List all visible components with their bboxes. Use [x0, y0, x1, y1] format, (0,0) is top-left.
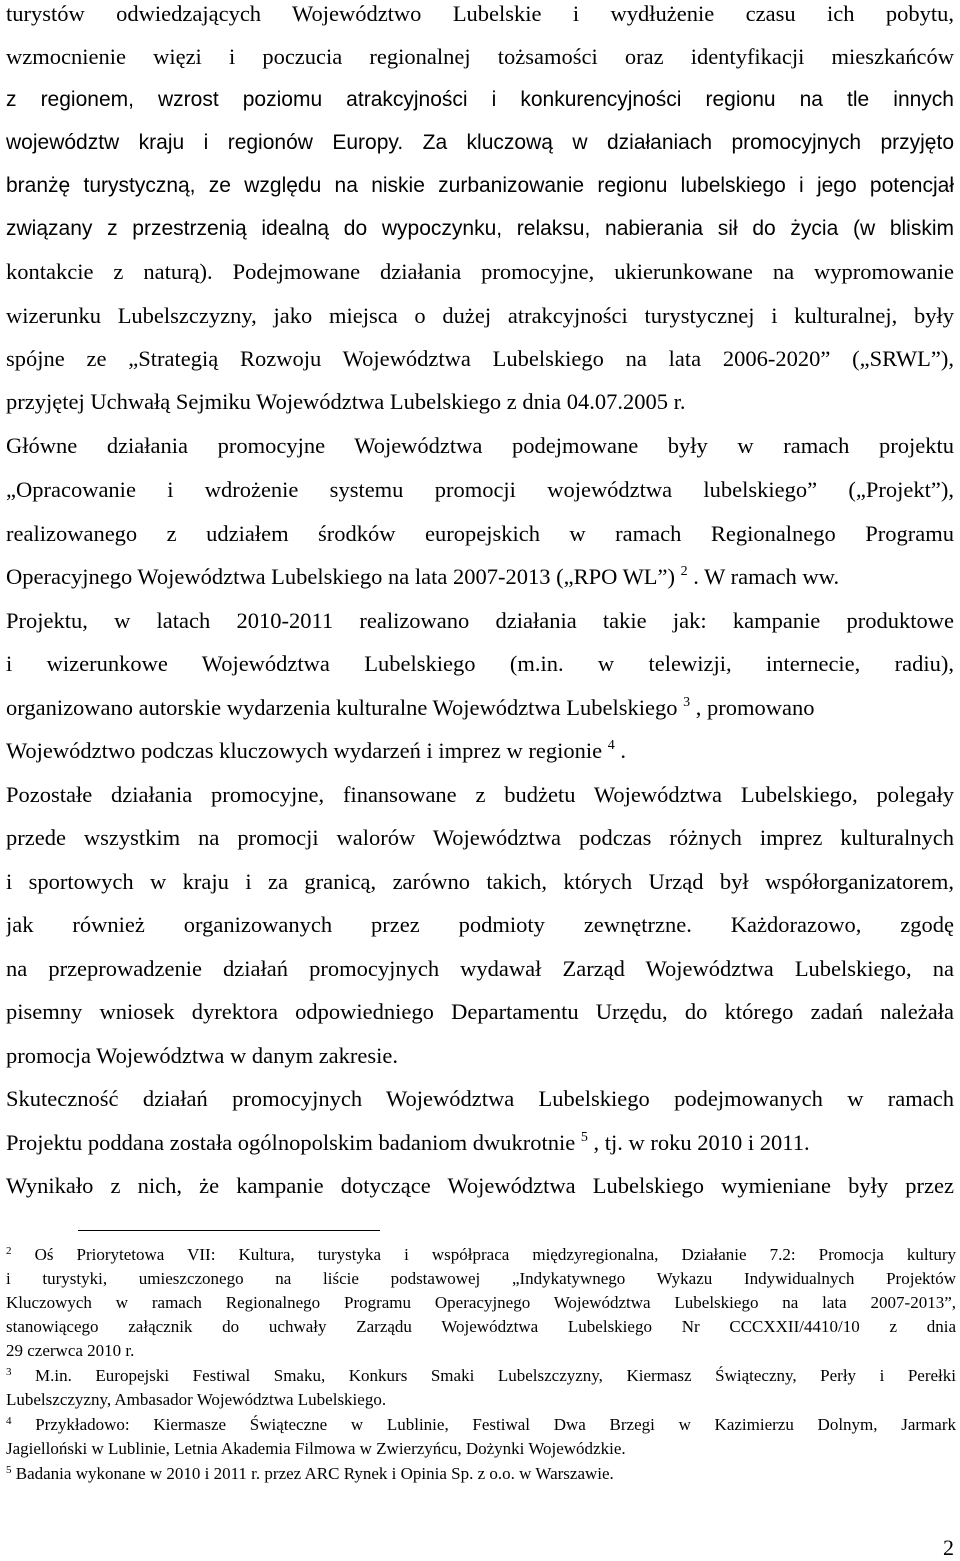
footnote-3-line-1 — [6, 1365, 956, 1387]
footnote-4-line-1 — [6, 1414, 956, 1436]
body-line-18-tail: . — [620, 738, 626, 763]
body-line-25: promocja Województwa w danym zakresie. — [6, 1043, 399, 1068]
body-line-7: kontakcie z naturą). Podejmowane działania promocyjne, ukierunkowane na wypromowanie — [6, 259, 954, 284]
footnote-2-text-1: Oś Priorytetowa VII: Kultura, turystyka i współpraca międzyregionalna, Działanie 7.2: Promocja kultury — [34, 1245, 956, 1264]
body-line-3: z regionem, wzrost poziomu atrakcyjności i konkurencyjności regionu na tle innych — [6, 88, 954, 111]
page-number: 2 — [943, 1535, 954, 1560]
body-line-11: Główne działania promocyjne Województwa podejmowane były w ramach projektu — [6, 433, 954, 458]
body-line-23: na przeprowadzenie działań promocyjnych wydawał Zarząd Województwa Lubelskiego, na — [6, 956, 954, 981]
body-line-28: Wynikało z nich, że kampanie dotyczące Województwa Lubelskiego wymieniane były przez — [6, 1173, 954, 1198]
body-line-26: Skuteczność działań promocyjnych Województwa Lubelskiego podejmowanych w ramach — [6, 1086, 954, 1111]
body-line-17-text: organizowano autorskie wydarzenia kulturalne Województwa Lubelskiego — [6, 695, 678, 720]
footnote-mark-3: 3 — [6, 1366, 12, 1378]
body-line-13: realizowanego z udziałem środków europejskich w ramach Regionalnego Programu — [6, 521, 954, 546]
body-line-5: branżę turystyczną, ze względu na niskie zurbanizowanie regionu lubelskiego i jego potencjał — [6, 174, 954, 197]
footnote-4-line-2: Jagielloński w Lublinie, Letnia Akademia Filmowa w Zwierzyńcu, Dożynki Wojewódzkie. — [6, 1439, 626, 1458]
body-line-22: jak również organizowanych przez podmioty zewnętrzne. Każdorazowo, zgodę — [6, 912, 954, 937]
body-line-17-tail: , promowano — [695, 695, 815, 720]
footnote-3-text-1: M.in. Europejski Festiwal Smaku, Konkurs Smaki Lubelszczyzny, Kiermasz Świąteczny, Perły i Perełki — [35, 1366, 956, 1385]
footnote-separator — [78, 1230, 380, 1231]
body-line-14-text: Operacyjnego Województwa Lubelskiego na lata 2007-2013 („RPO WL”) — [6, 564, 676, 589]
footnote-2-line-4: stanowiącego załącznik do uchwały Zarządu Województwa Lubelskiego Nr CCCXXII/4410/10 z dnia — [6, 1317, 956, 1336]
body-line-2: wzmocnienie więzi i poczucia regionalnej tożsamości oraz identyfikacji mieszkańców — [6, 44, 954, 69]
footnote-ref-2: 2 — [680, 564, 688, 579]
body-line-8: wizerunku Lubelszczyzny, jako miejsca o dużej atrakcyjności turystycznej i kulturalnej, były — [6, 303, 954, 328]
body-line-14-tail: . W ramach ww. — [693, 564, 840, 589]
footnote-5-text-1: Badania wykonane w 2010 i 2011 r. przez ARC Rynek i Opinia Sp. z o.o. w Warszawie. — [15, 1464, 614, 1483]
body-line-27-tail: , tj. w roku 2010 i 2011. — [593, 1130, 810, 1155]
body-line-27-text: Projektu poddana została ogólnopolskim badaniom dwukrotnie — [6, 1130, 576, 1155]
body-line-12: „Opracowanie i wdrożenie systemu promocji województwa lubelskiego” („Projekt”), — [6, 477, 954, 502]
footnote-ref-5: 5 — [580, 1130, 588, 1145]
body-line-17 — [6, 694, 954, 722]
footnote-mark-5: 5 — [6, 1464, 12, 1476]
footnote-mark-4: 4 — [6, 1415, 12, 1427]
footnote-ref-3: 3 — [683, 695, 691, 710]
footnote-2-line-5: 29 czerwca 2010 r. — [6, 1341, 135, 1360]
footnote-2-line-1 — [6, 1244, 956, 1266]
footnote-5-line-1 — [6, 1463, 956, 1485]
body-line-15: Projektu, w latach 2010-2011 realizowano działania takie jak: kampanie produktowe — [6, 608, 954, 633]
footnote-2-line-3: Kluczowych w ramach Regionalnego Programu Operacyjnego Województwa Lubelskiego na lata 2007-2013”, — [6, 1293, 956, 1312]
body-line-20: przede wszystkim na promocji walorów Województwa podczas różnych imprez kulturalnych — [6, 825, 954, 850]
footnote-3-line-2: Lubelszczyzny, Ambasador Województwa Lubelskiego. — [6, 1390, 387, 1409]
body-line-16: i wizerunkowe Województwa Lubelskiego (m.in. w telewizji, internecie, radiu), — [6, 651, 954, 676]
body-line-9: spójne ze „Strategią Rozwoju Województwa Lubelskiego na lata 2006-2020” („SRWL”), — [6, 346, 954, 371]
footnote-2-line-2: i turystyki, umieszczonego na liście podstawowej „Indykatywnego Wykazu Indywidualnych Projektów — [6, 1269, 956, 1288]
body-line-18 — [6, 737, 954, 765]
body-line-24: pisemny wniosek dyrektora odpowiedniego Departamentu Urzędu, do którego zadań należała — [6, 999, 954, 1024]
footnote-mark-2: 2 — [6, 1245, 12, 1257]
body-line-6: związany z przestrzenią idealną do wypoczynku, relaksu, nabierania sił do życia (w bliskim — [6, 217, 954, 240]
body-line-1: turystów odwiedzających Województwo Lubelskie i wydłużenie czasu ich pobytu, — [6, 1, 954, 26]
footnote-ref-4: 4 — [607, 738, 615, 753]
body-line-19: Pozostałe działania promocyjne, finansowane z budżetu Województwa Lubelskiego, polegały — [6, 782, 954, 807]
body-line-14 — [6, 563, 954, 591]
body-line-21: i sportowych w kraju i za granicą, zarówno takich, których Urząd był współorganizatorem, — [6, 869, 954, 894]
body-line-27 — [6, 1129, 954, 1157]
body-line-18-text: Województwo podczas kluczowych wydarzeń i imprez w regionie — [6, 738, 603, 763]
footnote-4-text-1: Przykładowo: Kiermasze Świąteczne w Lublinie, Festiwal Dwa Brzegi w Kazimierzu Dolnym, Jarmark — [35, 1415, 956, 1434]
body-line-4: województw kraju i regionów Europy. Za kluczową w działaniach promocyjnych przyjęto — [6, 131, 954, 154]
body-line-10: przyjętej Uchwałą Sejmiku Województwa Lubelskiego z dnia 04.07.2005 r. — [6, 389, 686, 414]
